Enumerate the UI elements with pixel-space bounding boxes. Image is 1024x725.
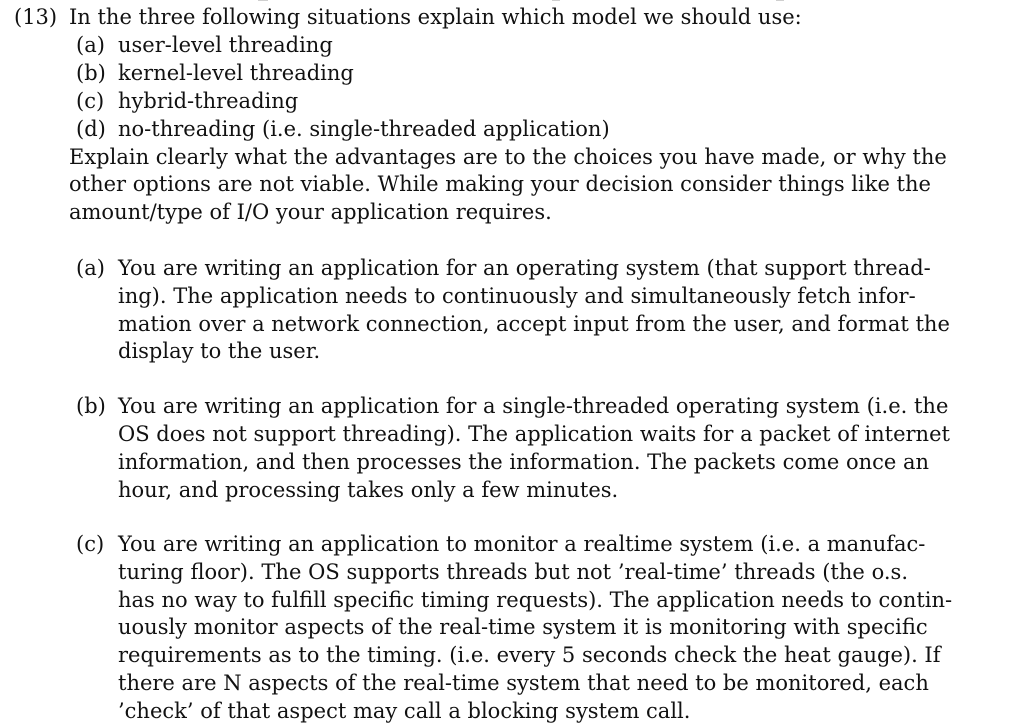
situation-line: hour, and processing takes only a few minutes.	[118, 478, 619, 502]
situation-line: You are writing an application for a single-threaded operating system (i.e. the	[118, 394, 949, 418]
instructions-line: other options are not viable. While making your decision consider things like the	[69, 172, 931, 196]
instructions-line: Explain clearly what the advantages are to the choices you have made, or why the	[69, 145, 947, 169]
top-edge-mark	[776, 0, 784, 1]
situation-line: information, and then processes the information. The packets come once an	[118, 450, 930, 474]
situation-label: (a)	[76, 256, 105, 280]
situation-line: ’check’ of that aspect may call a blocking system call.	[118, 699, 691, 723]
situation-label: (b)	[76, 394, 106, 418]
option-item	[0, 115, 1024, 143]
instructions-line: amount/type of I/O your application requires.	[69, 200, 552, 224]
option-label: (a)	[76, 33, 105, 57]
situation-line: turing floor). The OS supports threads but not ’real-time’ threads (the o.s.	[118, 560, 908, 584]
question-number: (13)	[14, 5, 58, 29]
situation-line: has no way to fulfill specific timing requests). The application needs to contin-	[118, 588, 953, 612]
situation-line: requirements as to the timing. (i.e. every 5 seconds check the heat gauge). If	[118, 643, 941, 667]
situation-label: (c)	[76, 532, 105, 556]
option-item	[0, 59, 1024, 87]
situation-line: ing). The application needs to continuously and simultaneously fetch infor-	[118, 284, 916, 308]
question-header	[0, 3, 1024, 31]
situation-line: You are writing an application to monitor a realtime system (i.e. a manufac-	[118, 532, 926, 556]
top-edge-mark	[552, 0, 560, 1]
top-edge-mark	[258, 0, 268, 1]
question-heading: In the three following situations explain which model we should use:	[69, 5, 802, 29]
option-label: (d)	[76, 117, 106, 141]
option-text: hybrid-threading	[118, 89, 299, 113]
situation-line: You are writing an application for an operating system (that support thread-	[118, 256, 931, 280]
option-text: no-threading (i.e. single-threaded application)	[118, 117, 610, 141]
option-text: kernel-level threading	[118, 61, 354, 85]
situation-line: mation over a network connection, accept input from the user, and format the	[118, 312, 950, 336]
option-label: (c)	[76, 89, 105, 113]
option-item	[0, 87, 1024, 115]
option-item	[0, 31, 1024, 59]
situation-line: uously monitor aspects of the real-time system it is monitoring with specific	[118, 615, 928, 639]
option-label: (b)	[76, 61, 106, 85]
option-text: user-level threading	[118, 33, 333, 57]
situation-line: display to the user.	[118, 339, 321, 363]
situation-line: OS does not support threading). The application waits for a packet of internet	[118, 422, 950, 446]
situation-line: there are N aspects of the real-time system that need to be monitored, each	[118, 671, 929, 695]
